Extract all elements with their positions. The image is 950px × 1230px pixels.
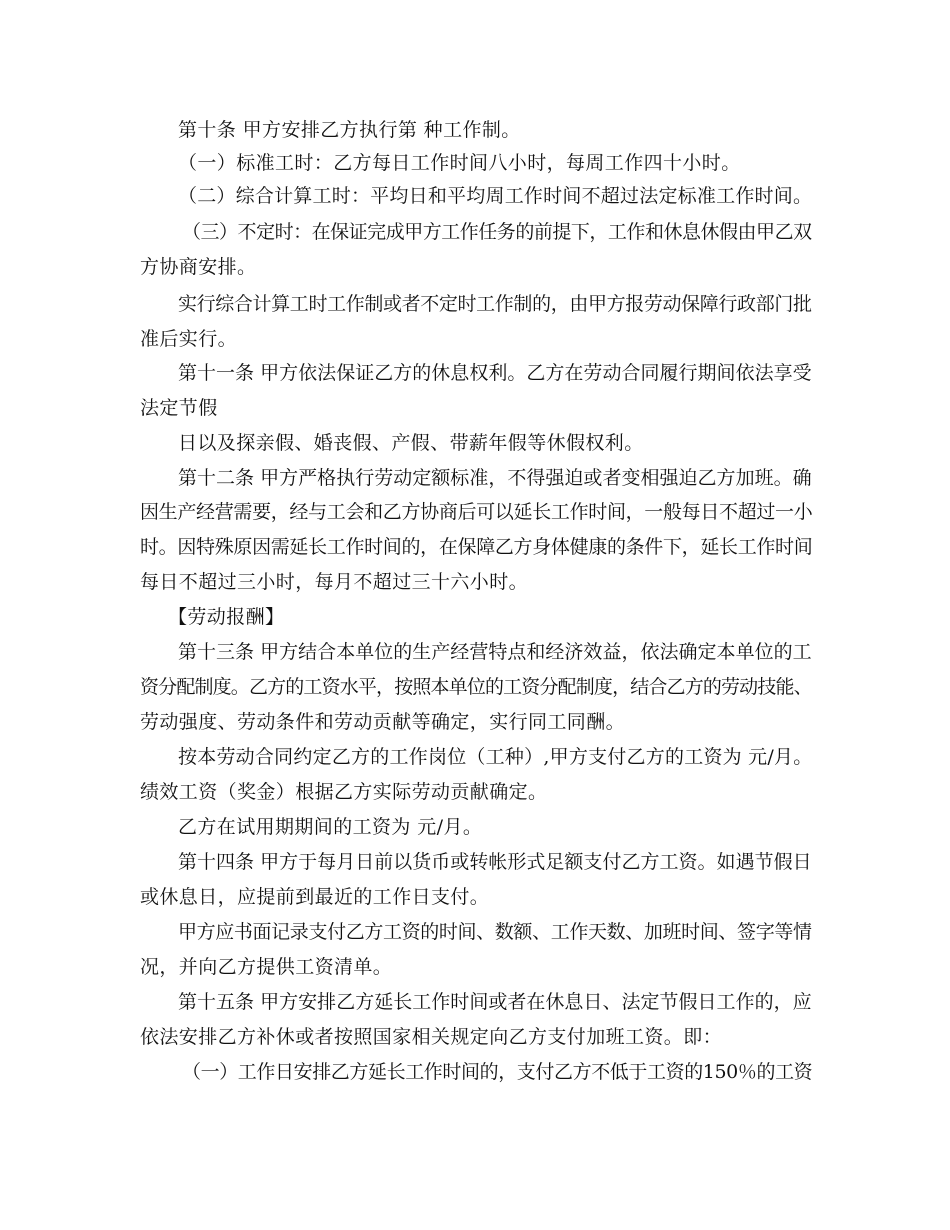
text-line: 按本劳动合同约定乙方的工作岗位（工种）,甲方支付乙方的工资为 元/月。 — [178, 746, 813, 768]
text-line: 依法安排乙方补休或者按照国家相关规定向乙方支付加班工资。即： — [140, 1026, 723, 1048]
text-line: （一）工作日安排乙方延长工作时间的，支付乙方不低于工资的150％的工资 — [182, 1061, 813, 1083]
text-line: 乙方在试用期期间的工资为 元/月。 — [178, 816, 483, 838]
text-line: 法定节假 — [140, 397, 218, 419]
text-line: 方协商安排。 — [140, 256, 257, 278]
section-heading: 【劳动报酬】 — [168, 606, 285, 628]
text-line: 资分配制度。乙方的工资水平，按照本单位的工资分配制度，结合乙方的劳动技能、 — [140, 676, 812, 698]
text-line: 第十条 甲方安排乙方执行第 种工作制。 — [178, 119, 521, 141]
text-line: 第十三条 甲方结合本单位的生产经营特点和经济效益，依法确定本单位的工 — [178, 641, 812, 663]
text-line: 准后实行。 — [140, 328, 238, 350]
text-line: 劳动强度、劳动条件和劳动贡献等确定，实行同工同酬。 — [140, 711, 626, 733]
text-line: 时。因特殊原因需延长工作时间的，在保障乙方身体健康的条件下，延长工作时间 — [140, 536, 813, 558]
text-line: 因生产经营需要，经与工会和乙方协商后可以延长工作时间，一般每日不超过一小 — [140, 501, 813, 523]
text-line: 第十一条 甲方依法保证乙方的休息权利。乙方在劳动合同履行期间依法享受 — [178, 362, 812, 384]
text-line: 或休息日，应提前到最近的工作日支付。 — [140, 886, 490, 908]
text-line: （一）标准工时：乙方每日工作时间八小时，每周工作四十小时。 — [178, 152, 741, 174]
text-line: 每日不超过三小时，每月不超过三十六小时。 — [140, 571, 529, 593]
text-line: 日以及探亲假、婚丧假、产假、带薪年假等休假权利。 — [178, 432, 644, 454]
text-line: 实行综合计算工时工作制或者不定时工作制的，由甲方报劳动保障行政部门批 — [178, 293, 812, 315]
text-line: 第十四条 甲方于每月日前以货币或转帐形式足额支付乙方工资。如遇节假日 — [178, 851, 812, 873]
text-line: 第十二条 甲方严格执行劳动定额标准，不得强迫或者变相强迫乙方加班。确 — [178, 467, 812, 489]
text-line: 绩效工资（奖金）根据乙方实际劳动贡献确定。 — [140, 781, 548, 803]
text-line: （二）综合计算工时：平均日和平均周工作时间不超过法定标准工作时间。 — [178, 185, 813, 207]
text-line: 第十五条 甲方安排乙方延长工作时间或者在休息日、法定节假日工作的，应 — [178, 991, 812, 1013]
text-line: 甲方应书面记录支付乙方工资的时间、数额、工作天数、加班时间、签字等情 — [178, 921, 812, 943]
text-line: （三）不定时：在保证完成甲方工作任务的前提下，工作和休息休假由甲乙双 — [182, 221, 812, 243]
text-line: 况，并向乙方提供工资清单。 — [140, 956, 393, 978]
